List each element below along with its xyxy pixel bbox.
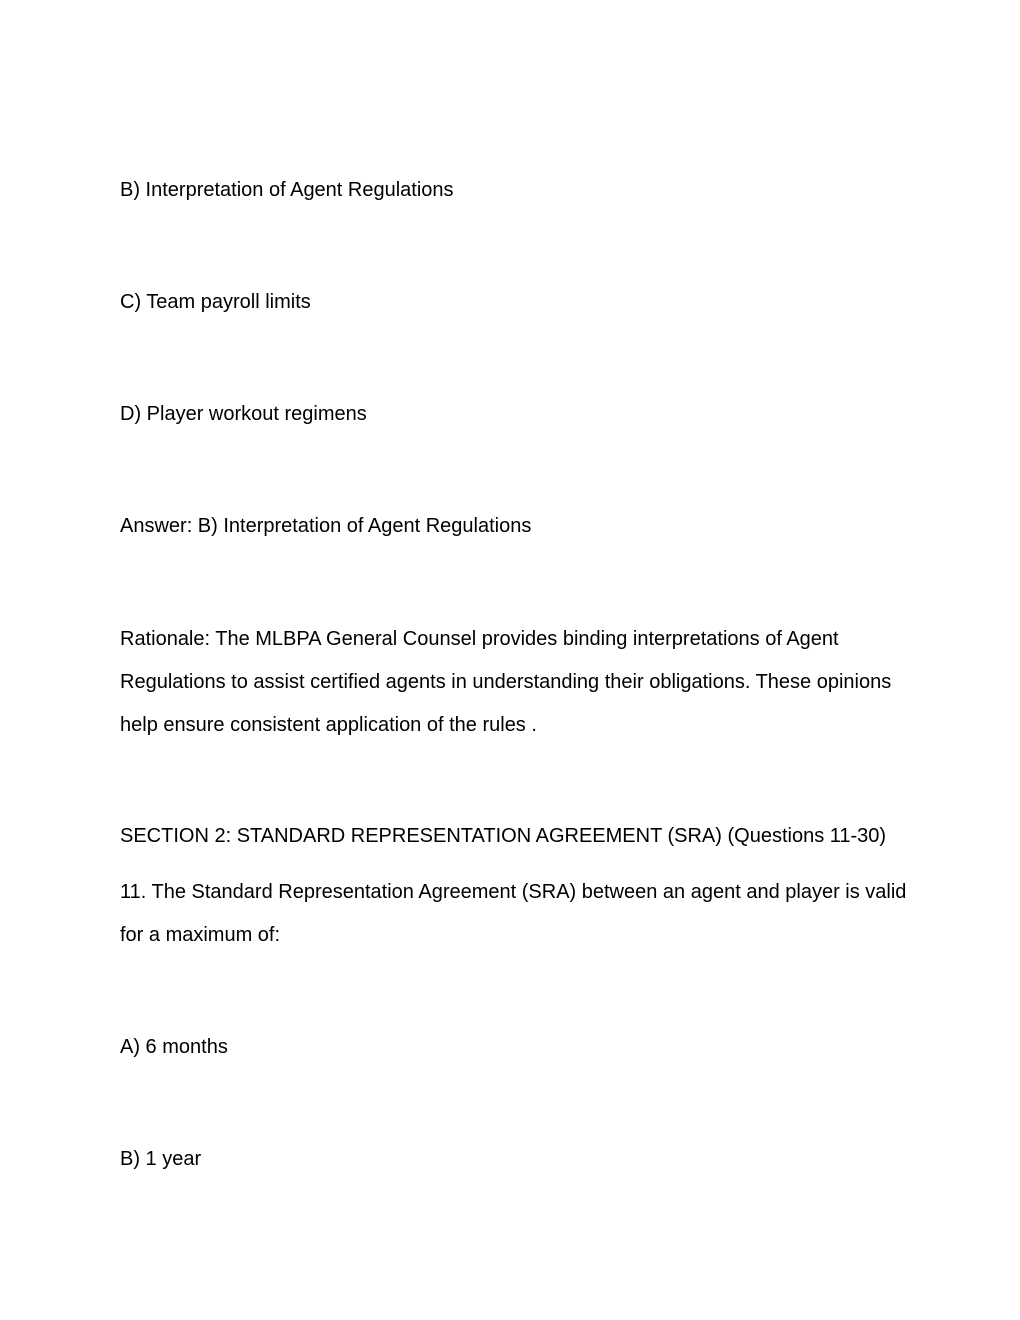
option-c-q10: C) Team payroll limits <box>120 291 311 313</box>
option-d-q10: D) Player workout regimens <box>120 403 367 425</box>
rationale-q10: Rationale: The MLBPA General Counsel provides binding interpretations of Agent Regulations to assist certified agents in understanding their obligations. These opinions help ensure consistent application of the rules . <box>120 628 892 736</box>
option-a-q11: A) 6 months <box>120 1036 228 1058</box>
answer-q10: Answer: B) Interpretation of Agent Regulations <box>120 515 532 537</box>
section-heading: SECTION 2: STANDARD REPRESENTATION AGREEMENT (SRA) (Questions 11-30) <box>120 825 887 847</box>
option-b-q10: B) Interpretation of Agent Regulations <box>120 179 454 201</box>
question-11-text: 11. The Standard Representation Agreement (SRA) between an agent and player is valid for a maximum of: <box>120 881 907 946</box>
option-b-q11: B) 1 year <box>120 1148 202 1170</box>
